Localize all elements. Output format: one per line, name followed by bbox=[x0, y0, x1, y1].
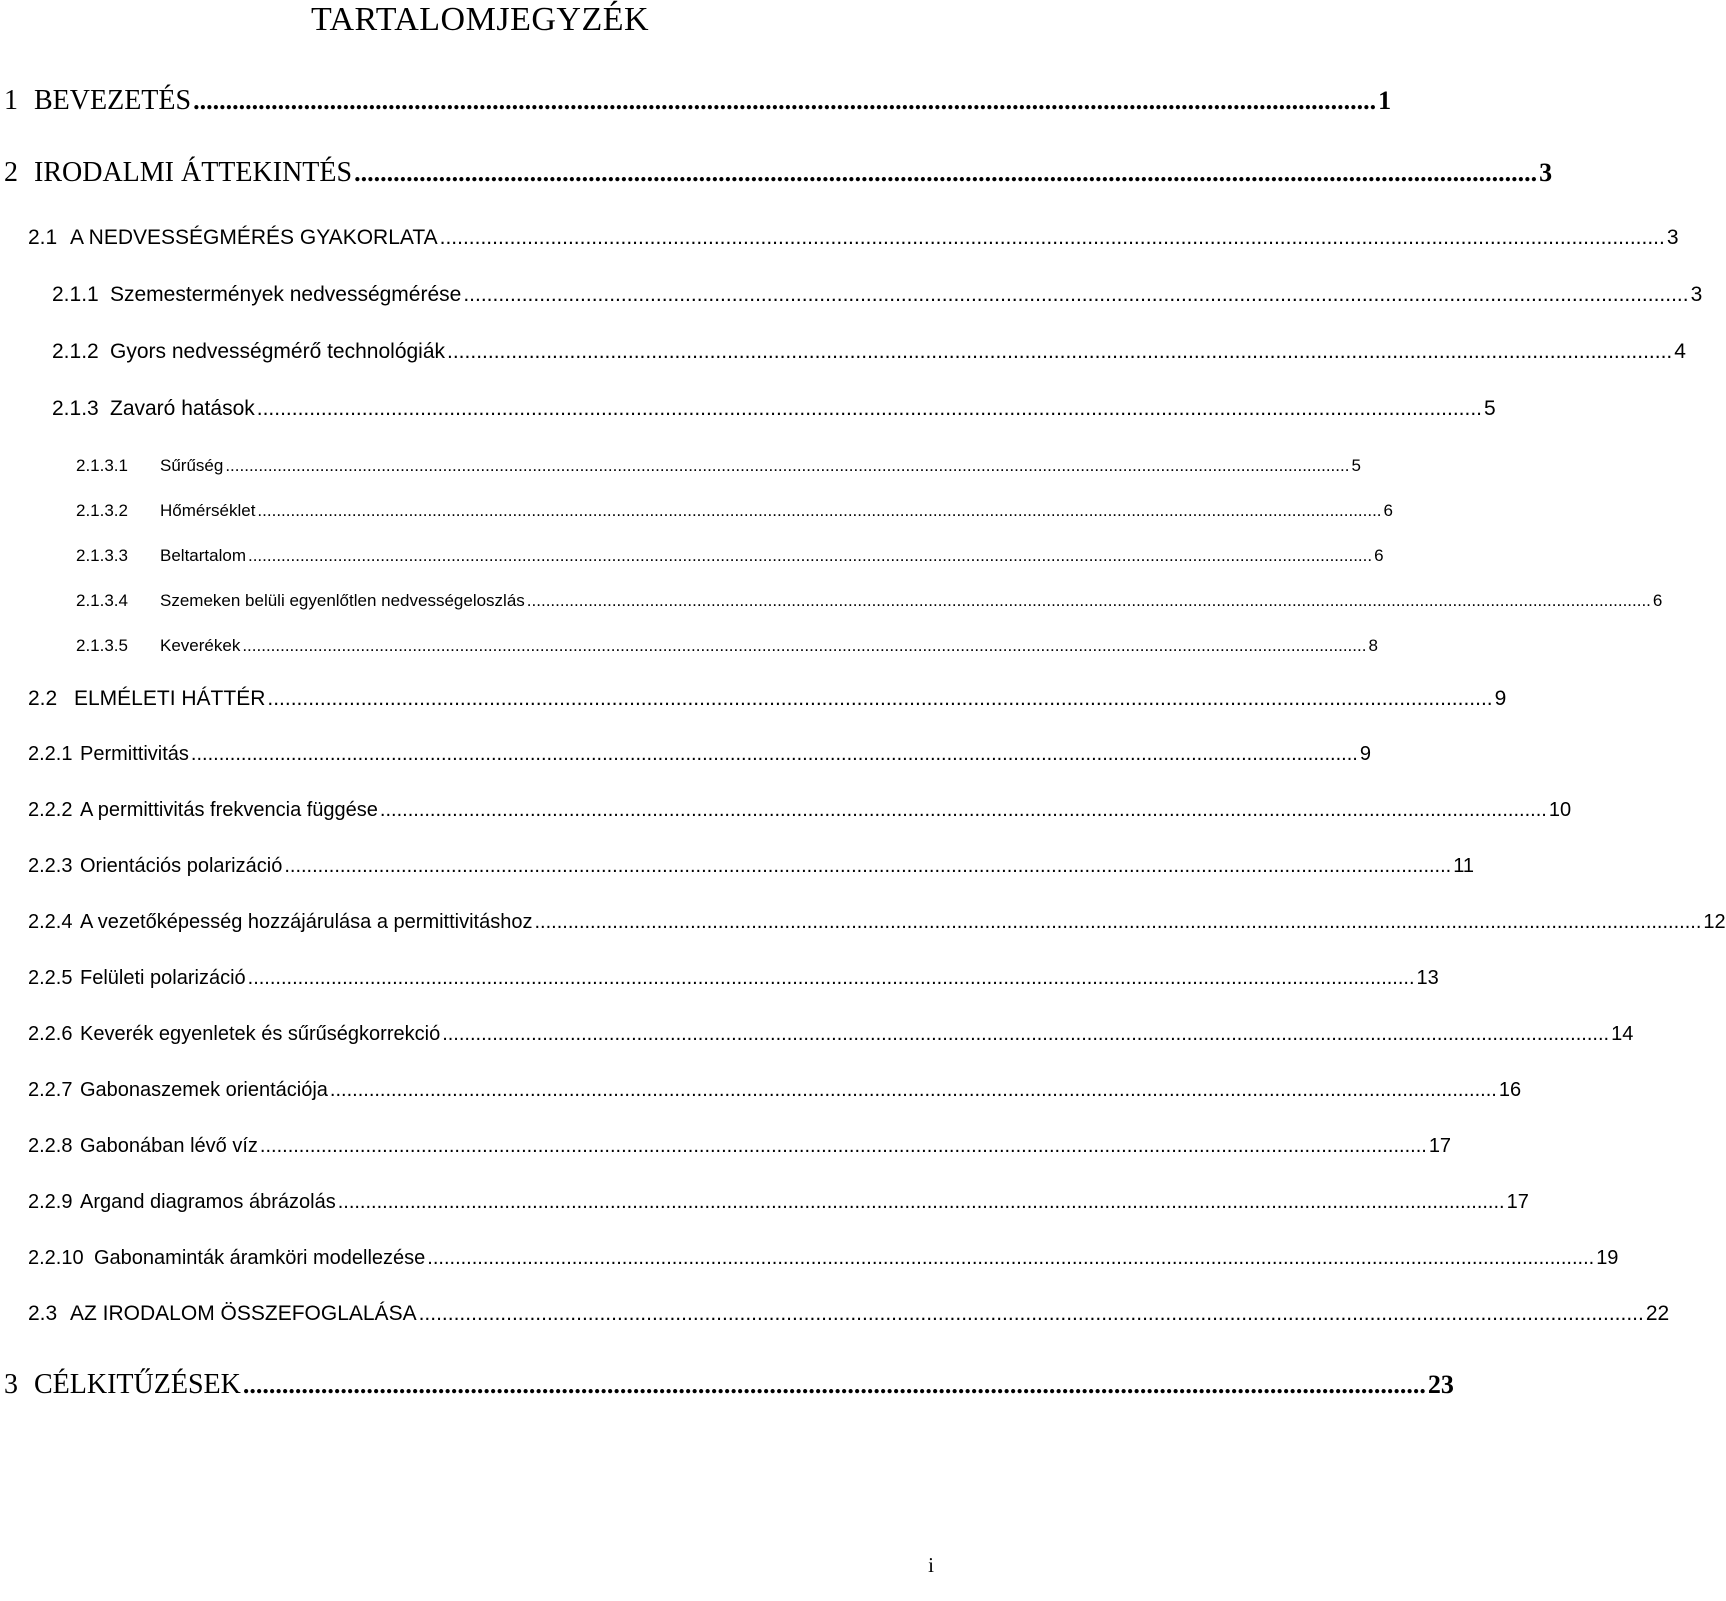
toc-leader-dots: .................................................................................................................................................................................................................. bbox=[447, 340, 1673, 363]
toc-leader-dots: .................................................................................................................................................................................................................. bbox=[439, 226, 1665, 249]
toc-entry-2-2-6[interactable] bbox=[28, 1021, 1634, 1047]
toc-entry-number: 2 bbox=[4, 157, 18, 188]
toc-entry-title: Gyors nedvességmérő technológiák bbox=[110, 340, 446, 363]
toc-entry-page: 5 bbox=[1351, 456, 1361, 475]
toc-entry-page: 22 bbox=[1645, 1302, 1670, 1325]
toc-entry-page: 17 bbox=[1428, 1135, 1452, 1157]
toc-leader-dots: .............................................................................................................................................................................................................................................. bbox=[225, 456, 1350, 475]
toc-entry-page: 1 bbox=[1378, 86, 1392, 115]
toc-entry-title: A permittivitás frekvencia függése bbox=[80, 799, 378, 821]
toc-leader-dots: .................................................................................................................................................................................................................. bbox=[256, 397, 1482, 420]
toc-entry-title: ELMÉLETI HÁTTÉR bbox=[74, 687, 266, 710]
toc-entry-number: 3 bbox=[4, 1369, 18, 1400]
toc-entry-number: 2.1 bbox=[28, 226, 58, 249]
toc-entry-page: 5 bbox=[1484, 397, 1496, 420]
toc-entry-2-2-10[interactable] bbox=[28, 1245, 1619, 1271]
toc-leader-dots: .................................................................................................................................................................................................................. bbox=[463, 283, 1689, 306]
toc-entry-number: 2.2.6 bbox=[28, 1023, 73, 1045]
toc-entry-page: 6 bbox=[1374, 546, 1384, 565]
toc-leader-dots: .............................................................................................................................................................................................................................................. bbox=[242, 636, 1367, 655]
page-title: TARTALOMJEGYZÉK bbox=[310, 1, 650, 38]
page-number: i bbox=[928, 1553, 934, 1577]
toc-entry-2-2-3[interactable] bbox=[28, 853, 1474, 879]
toc-entry-title: Orientációs polarizáció bbox=[80, 855, 283, 877]
toc-entry-number: 2.1.3.5 bbox=[76, 636, 128, 655]
toc-leader-dots: .............................................................................................................................................................................................................................................. bbox=[257, 501, 1382, 520]
toc-leader-dots: .................................................................................................................................................................................................................. bbox=[267, 687, 1493, 710]
toc-entry-title: Zavaró hatások bbox=[110, 397, 255, 420]
toc-entry-number: 2.3 bbox=[28, 1302, 58, 1325]
toc-leader-dots: .................................................................................................................................................................................................................. bbox=[284, 855, 1452, 877]
toc-entry-2-2-7[interactable] bbox=[28, 1077, 1522, 1103]
toc-leader-dots: .............................................................................................................................................................................................................................................. bbox=[526, 591, 1651, 610]
toc-entry-number: 2.1.3.2 bbox=[76, 501, 128, 520]
toc-entry-page: 3 bbox=[1539, 158, 1553, 187]
toc-entry-number: 2.2.7 bbox=[28, 1079, 73, 1101]
toc-entry-2-2-1[interactable] bbox=[28, 741, 1371, 767]
toc-entry-title: Beltartalom bbox=[160, 546, 246, 565]
toc-entry-title: Sűrűség bbox=[160, 456, 224, 475]
toc-entry-2-2-4[interactable] bbox=[28, 909, 1726, 935]
toc-entry-2-1-3-4[interactable] bbox=[76, 590, 1663, 612]
toc-entry-title: AZ IRODALOM ÖSSZEFOGLALÁSA bbox=[70, 1302, 417, 1325]
toc-entry-page: 19 bbox=[1596, 1247, 1619, 1269]
toc-entry-number: 2.2.8 bbox=[28, 1135, 73, 1157]
toc-leader-dots: .................................................................................................................................................................................................................. bbox=[329, 1079, 1497, 1101]
toc-leader-dots: .................................................................................................................................................................................................................. bbox=[379, 799, 1547, 821]
toc-entry-title: Gabonaszemek orientációja bbox=[80, 1079, 328, 1101]
toc-entry-page: 14 bbox=[1611, 1023, 1634, 1045]
toc-entry-page: 9 bbox=[1359, 743, 1371, 765]
toc-leader-dots: .................................................................................................................................................................................................................. bbox=[418, 1302, 1644, 1325]
toc-entry-page: 16 bbox=[1498, 1079, 1522, 1101]
toc-entry-1[interactable] bbox=[4, 84, 1392, 118]
toc-entry-page: 4 bbox=[1674, 340, 1686, 363]
toc-entry-page: 3 bbox=[1690, 283, 1703, 306]
toc-leader-dots: ...................................................................................................................................................................................... bbox=[354, 158, 1538, 187]
toc-leader-dots: .................................................................................................................................................................................................................. bbox=[190, 743, 1358, 765]
toc-entry-2[interactable] bbox=[4, 156, 1553, 190]
toc-entry-page: 13 bbox=[1416, 967, 1439, 989]
toc-entry-title: Szemestermények nedvességmérése bbox=[110, 283, 462, 306]
toc-entry-number: 2.2.10 bbox=[28, 1247, 84, 1269]
toc-entry-number: 2.2.2 bbox=[28, 799, 73, 821]
toc-entry-2-1-1[interactable] bbox=[52, 282, 1703, 308]
toc-entry-2-1[interactable] bbox=[28, 225, 1679, 251]
toc-entry-2-1-3-3[interactable] bbox=[76, 545, 1384, 567]
toc-leader-dots: ...................................................................................................................................................................................... bbox=[242, 1370, 1426, 1399]
toc-entry-2-2[interactable] bbox=[28, 686, 1507, 712]
toc-entry-2-3[interactable] bbox=[28, 1301, 1670, 1327]
toc-entry-number: 2.2.3 bbox=[28, 855, 73, 877]
toc-leader-dots: .............................................................................................................................................................................................................................................. bbox=[247, 546, 1373, 565]
toc-entry-number: 2.2.4 bbox=[28, 911, 73, 933]
toc-entry-2-2-5[interactable] bbox=[28, 965, 1439, 991]
toc-leader-dots: .................................................................................................................................................................................................................. bbox=[427, 1247, 1595, 1269]
toc-entry-number: 1 bbox=[4, 85, 18, 116]
toc-entry-number: 2.1.3.1 bbox=[76, 456, 128, 475]
toc-entry-title: A vezetőképesség hozzájárulása a permittivitáshoz bbox=[80, 911, 533, 933]
toc-leader-dots: .................................................................................................................................................................................................................. bbox=[534, 911, 1702, 933]
toc-entry-title: Permittivitás bbox=[80, 743, 189, 765]
toc-entry-number: 2.2.1 bbox=[28, 743, 73, 765]
toc-entry-title: Felületi polarizáció bbox=[80, 967, 246, 989]
toc-entry-number: 2.2.5 bbox=[28, 967, 73, 989]
toc-entry-number: 2.2 bbox=[28, 687, 58, 710]
toc-entry-page: 17 bbox=[1506, 1191, 1529, 1213]
toc-entry-2-1-3[interactable] bbox=[52, 396, 1496, 422]
toc-leader-dots: ...................................................................................................................................................................................... bbox=[193, 86, 1377, 115]
toc-entry-page: 8 bbox=[1368, 636, 1378, 655]
toc-entry-2-1-3-2[interactable] bbox=[76, 500, 1393, 522]
toc-entry-title: Gabonában lévő víz bbox=[80, 1135, 258, 1157]
toc-entry-page: 6 bbox=[1652, 591, 1663, 610]
toc-entry-2-1-3-1[interactable] bbox=[76, 455, 1361, 477]
toc-entry-title: A NEDVESSÉGMÉRÉS GYAKORLATA bbox=[70, 226, 438, 249]
toc-entry-page: 11 bbox=[1453, 855, 1474, 877]
toc-entry-page: 9 bbox=[1494, 687, 1507, 710]
toc-entry-number: 2.1.3 bbox=[52, 397, 99, 420]
toc-entry-title: Keverékek bbox=[160, 636, 241, 655]
toc-entry-2-2-8[interactable] bbox=[28, 1133, 1452, 1159]
toc-entry-title: IRODALMI ÁTTEKINTÉS bbox=[34, 157, 353, 188]
toc-leader-dots: .................................................................................................................................................................................................................. bbox=[442, 1023, 1610, 1045]
toc-entry-page: 10 bbox=[1548, 799, 1572, 821]
toc-entry-2-1-3-5[interactable] bbox=[76, 635, 1378, 657]
toc-entry-number: 2.1.1 bbox=[52, 283, 99, 306]
toc-entry-number: 2.1.3.4 bbox=[76, 591, 128, 610]
toc-entry-2-2-9[interactable] bbox=[28, 1189, 1529, 1215]
toc-entry-page: 23 bbox=[1427, 1370, 1454, 1399]
toc-entry-title: Keverék egyenletek és sűrűségkorrekció bbox=[80, 1023, 441, 1045]
toc-entry-title: Gabonaminták áramköri modellezése bbox=[94, 1247, 426, 1269]
toc-entry-title: CÉLKITŰZÉSEK bbox=[34, 1369, 241, 1400]
toc-leader-dots: .................................................................................................................................................................................................................. bbox=[337, 1191, 1505, 1213]
toc-entry-title: Argand diagramos ábrázolás bbox=[80, 1191, 336, 1213]
toc-entry-title: Szemeken belüli egyenlőtlen nedvességeloszlás bbox=[160, 591, 525, 610]
toc-entry-3[interactable] bbox=[4, 1368, 1454, 1402]
toc-leader-dots: .................................................................................................................................................................................................................. bbox=[259, 1135, 1427, 1157]
toc-entry-page: 12 bbox=[1703, 911, 1726, 933]
toc-entry-title: Hőmérséklet bbox=[160, 501, 256, 520]
toc-entry-title: BEVEZETÉS bbox=[34, 85, 192, 116]
toc-entry-page: 3 bbox=[1666, 226, 1679, 249]
toc-entry-2-1-2[interactable] bbox=[52, 339, 1686, 365]
toc-entry-number: 2.2.9 bbox=[28, 1191, 73, 1213]
toc-leader-dots: .................................................................................................................................................................................................................. bbox=[247, 967, 1415, 989]
toc-entry-number: 2.1.2 bbox=[52, 340, 99, 363]
toc-entry-2-2-2[interactable] bbox=[28, 797, 1572, 823]
toc-entry-page: 6 bbox=[1383, 501, 1393, 520]
toc-entry-number: 2.1.3.3 bbox=[76, 546, 128, 565]
